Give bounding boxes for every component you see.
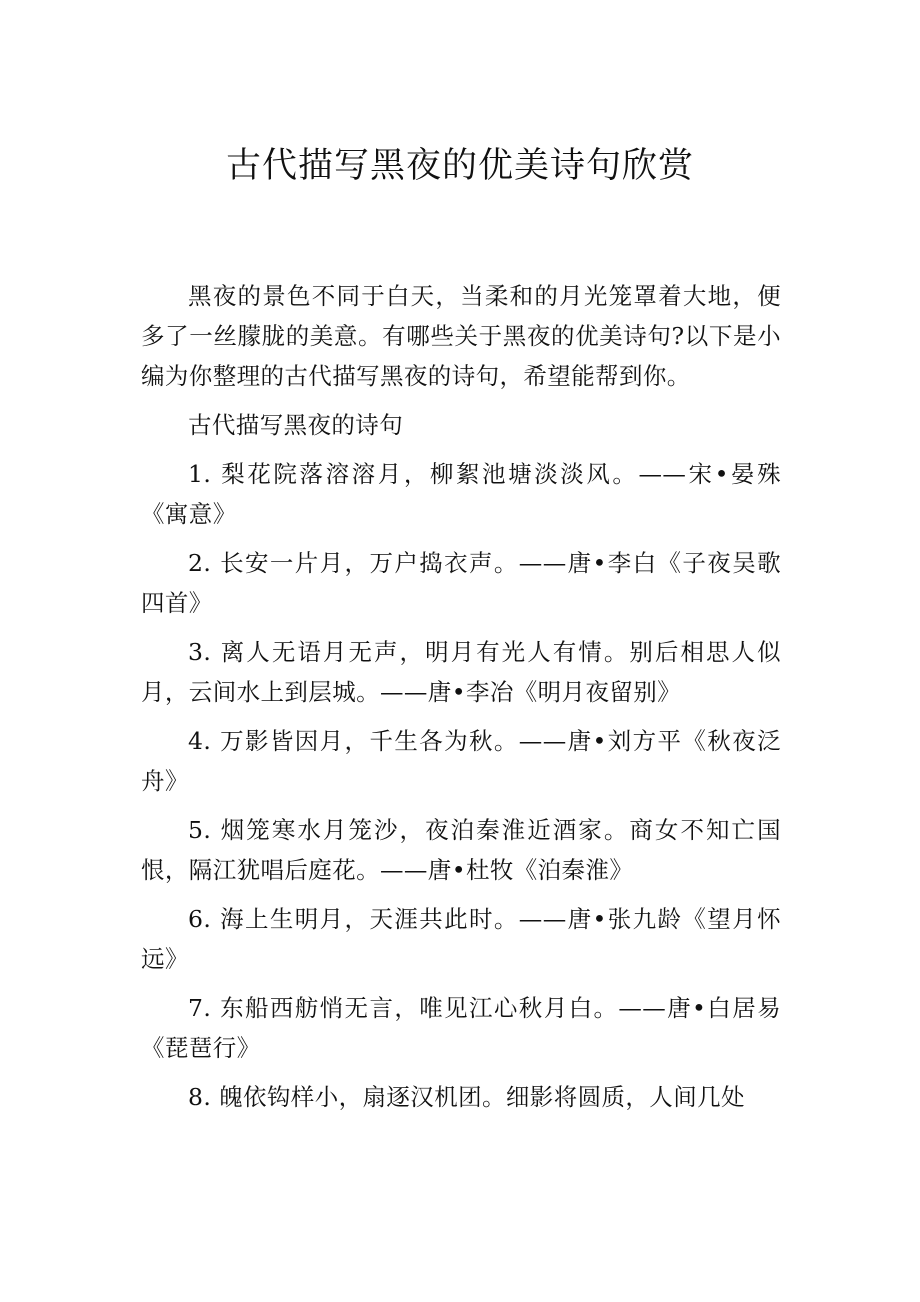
section-heading: 古代描写黑夜的诗句 (188, 411, 404, 439)
poem-item-3: 3. 离人无语月无声，明月有光人有情。别后相思人似月，云间水上到层城。——唐•李冶《明月夜留别》 (141, 638, 781, 706)
poem-item-5: 5. 烟笼寒水月笼沙，夜泊秦淮近酒家。商女不知亡国恨，隔江犹唱后庭花。——唐•杜牧《泊秦淮》 (141, 816, 781, 884)
poem-item-8: 8. 魄依钩样小，扇逐汉机团。细影将圆质，人间几处 (188, 1083, 745, 1111)
poem-item-7: 7. 东船西舫悄无言，唯见江心秋月白。——唐•白居易《琵琶行》 (141, 994, 781, 1062)
document-title: 古代描写黑夜的优美诗句欣赏 (225, 146, 694, 186)
intro-paragraph: 黑夜的景色不同于白天，当柔和的月光笼罩着大地，便多了一丝朦胧的美意。有哪些关于黑夜的优美诗句?以下是小编为你整理的古代描写黑夜的诗句，希望能帮到你。 (141, 282, 781, 390)
poem-item-6: 6. 海上生明月，天涯共此时。——唐•张九龄《望月怀远》 (141, 905, 781, 973)
poem-item-1: 1. 梨花院落溶溶月，柳絮池塘淡淡风。——宋•晏殊《寓意》 (141, 460, 781, 528)
poem-item-2: 2. 长安一片月，万户捣衣声。——唐•李白《子夜吴歌四首》 (141, 549, 781, 617)
document-body (141, 276, 781, 1117)
poem-item-4: 4. 万影皆因月，千生各为秋。——唐•刘方平《秋夜泛舟》 (141, 727, 781, 795)
